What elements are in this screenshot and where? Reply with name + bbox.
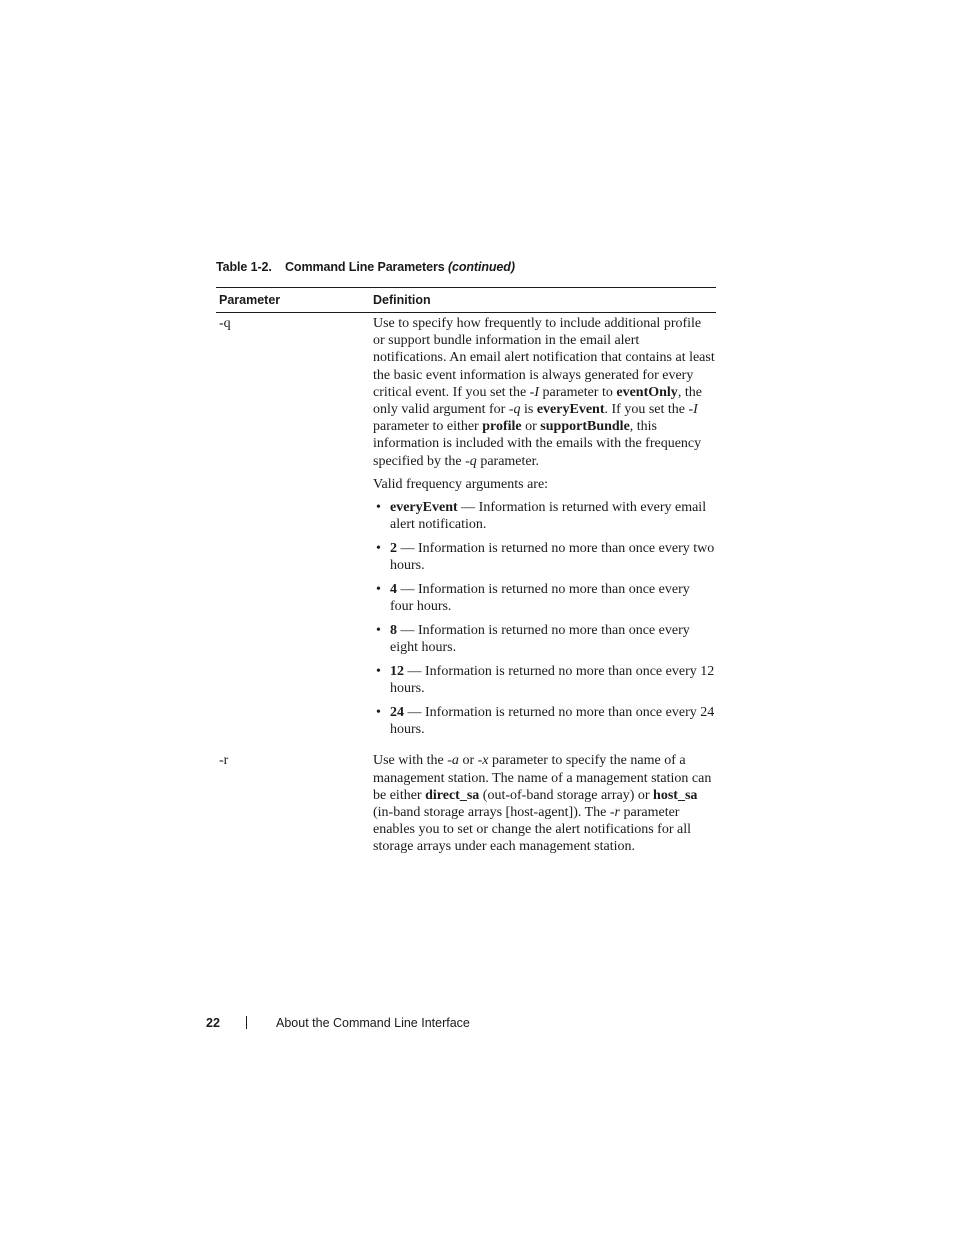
footer-section-title: About the Command Line Interface xyxy=(276,1016,470,1030)
page-footer xyxy=(206,1016,470,1030)
param-r: -r xyxy=(219,753,229,769)
footer-divider xyxy=(246,1016,247,1029)
bullet-icon: • xyxy=(376,622,381,638)
bullet-icon: • xyxy=(376,500,381,516)
table-title: Command Line Parameters xyxy=(285,260,445,274)
definition-r xyxy=(373,752,716,855)
bullet-icon: • xyxy=(376,581,381,597)
frequency-argument-list xyxy=(373,499,716,738)
header-parameter: Parameter xyxy=(219,293,281,307)
table-row xyxy=(216,752,716,855)
table-header-row xyxy=(216,288,716,312)
page-number: 22 xyxy=(206,1016,220,1030)
list-item: • 12 — Information is returned no more than once every 12 hours. xyxy=(376,663,715,696)
bullet-icon: • xyxy=(376,540,381,556)
bullet-icon: • xyxy=(376,663,381,679)
table-row xyxy=(216,315,716,744)
definition-q xyxy=(373,315,716,744)
list-item: • 2 — Information is returned no more than once every two hours. xyxy=(376,540,715,574)
bullet-icon: • xyxy=(376,704,381,720)
header-definition: Definition xyxy=(373,293,431,307)
table-caption xyxy=(216,260,515,274)
list-item: • 4 — Information is returned no more than once every four hours. xyxy=(376,581,690,615)
list-item: • 8 — Information is returned no more than once every eight hours. xyxy=(376,622,690,655)
list-item: • everyEvent — Information is returned with every email alert notification. xyxy=(376,500,707,533)
table-header-rule xyxy=(216,312,716,313)
command-line-parameters-table xyxy=(216,287,716,856)
list-item: • 24 — Information is returned no more than once every 24 hours. xyxy=(376,704,715,737)
valid-arguments-intro: Valid frequency arguments are: xyxy=(373,477,549,493)
table-number: Table 1-2. xyxy=(216,260,272,274)
param-q: -q xyxy=(219,316,231,331)
definition-q-paragraph: Use to specify how frequently to include additional profile or support bundle information in the email alert notifications. An email alert notification that contains at least the basic event information is always generated for every critical event. If you set the -I parameter to eventOnly, the only valid argument for -q is everyEvent. If you set the -I parameter to either profile or supportBundle, this information is included with the emails with the frequency specified by the -q parameter. xyxy=(373,316,715,469)
table-continued-label: (continued) xyxy=(447,260,515,274)
definition-r-paragraph: Use with the -a or -x parameter to specify the name of a management station. The name of a management station can be either direct_sa (out-of-band storage array) or host_sa (in-band storage arrays [host-agent]). The -r parameter enables you to set or change the alert notifications for all storage arrays under each management station. xyxy=(373,753,712,855)
